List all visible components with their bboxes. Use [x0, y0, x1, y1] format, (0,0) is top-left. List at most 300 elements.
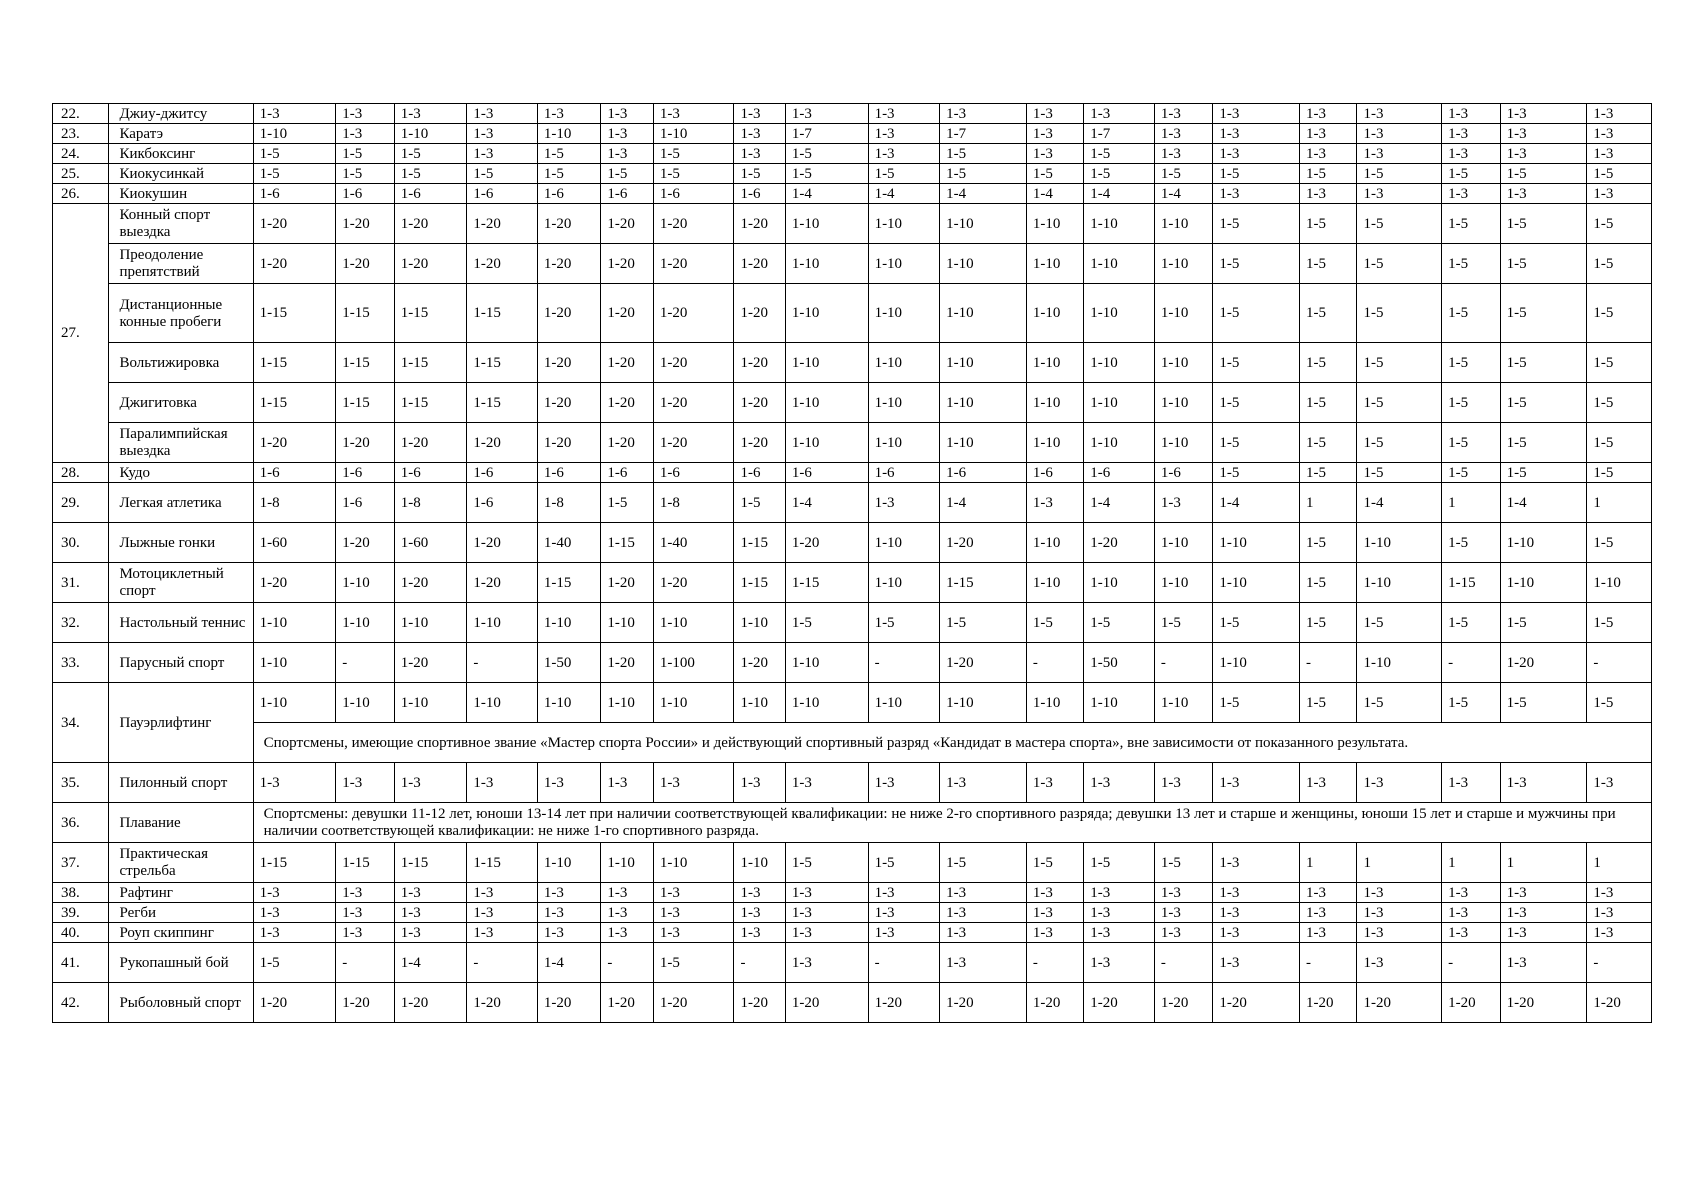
value-cell: 1-20: [734, 204, 785, 244]
value-cell: 1-6: [653, 463, 734, 483]
table-row: [53, 423, 1652, 463]
value-cell: 1-5: [1357, 244, 1442, 284]
value-cell: 1-5: [1300, 423, 1357, 463]
value-cell: 1-5: [1300, 463, 1357, 483]
value-cell: 1-10: [1500, 563, 1587, 603]
row-number: 28.: [53, 463, 109, 483]
value-cell: 1-4: [1026, 184, 1083, 204]
value-cell: 1-3: [336, 923, 394, 943]
value-cell: 1-5: [1357, 204, 1442, 244]
table-row: [53, 803, 1652, 843]
value-cell: 1-20: [734, 643, 785, 683]
value-cell: 1-3: [253, 883, 336, 903]
value-cell: 1-10: [1026, 204, 1083, 244]
value-cell: 1-3: [467, 104, 538, 124]
value-cell: 1-5: [1442, 683, 1500, 723]
value-cell: 1-10: [1026, 423, 1083, 463]
table-row: [53, 983, 1652, 1023]
row-number: 23.: [53, 124, 109, 144]
value-cell: 1-3: [1026, 883, 1083, 903]
value-cell: 1-3: [537, 903, 601, 923]
value-cell: 1-5: [1442, 244, 1500, 284]
value-cell: 1-10: [1084, 383, 1155, 423]
value-cell: 1-5: [1154, 164, 1212, 184]
value-cell: 1-10: [653, 124, 734, 144]
value-cell: 1-3: [653, 763, 734, 803]
value-cell: 1-3: [1213, 184, 1300, 204]
sport-name: Легкая атлетика: [109, 483, 253, 523]
value-cell: 1-4: [940, 483, 1027, 523]
value-cell: 1-5: [1300, 284, 1357, 343]
value-cell: 1-3: [868, 144, 940, 164]
value-cell: 1-6: [253, 184, 336, 204]
value-cell: 1-3: [940, 104, 1027, 124]
value-cell: 1-4: [1154, 184, 1212, 204]
value-cell: 1-10: [1154, 204, 1212, 244]
sports-qualification-table: [52, 103, 1652, 1023]
value-cell: 1-3: [253, 104, 336, 124]
value-cell: 1-6: [394, 184, 467, 204]
value-cell: -: [1154, 643, 1212, 683]
value-cell: 1-5: [1300, 523, 1357, 563]
value-cell: 1-4: [785, 184, 868, 204]
value-cell: 1-20: [537, 983, 601, 1023]
value-cell: 1-3: [868, 124, 940, 144]
value-cell: 1-5: [1500, 423, 1587, 463]
value-cell: 1-5: [1442, 463, 1500, 483]
value-cell: 1-3: [1026, 903, 1083, 923]
value-cell: 1-20: [1154, 983, 1212, 1023]
value-cell: 1-3: [734, 923, 785, 943]
value-cell: 1-5: [1213, 244, 1300, 284]
value-cell: 1-10: [1026, 343, 1083, 383]
sport-name: Практическая стрельба: [109, 843, 253, 883]
value-cell: 1-5: [1213, 423, 1300, 463]
value-cell: 1-3: [253, 763, 336, 803]
value-cell: 1-3: [467, 883, 538, 903]
value-cell: 1-10: [868, 383, 940, 423]
value-cell: 1-10: [1084, 683, 1155, 723]
value-cell: 1-5: [868, 843, 940, 883]
value-cell: 1-15: [940, 563, 1027, 603]
value-cell: 1-15: [734, 523, 785, 563]
value-cell: 1-3: [601, 883, 653, 903]
value-cell: 1-5: [537, 164, 601, 184]
value-cell: 1-20: [467, 563, 538, 603]
value-cell: 1-5: [394, 164, 467, 184]
value-cell: 1-15: [1442, 563, 1500, 603]
value-cell: 1-3: [1442, 923, 1500, 943]
value-cell: 1: [1442, 483, 1500, 523]
value-cell: 1-10: [1026, 683, 1083, 723]
value-cell: 1-3: [1026, 763, 1083, 803]
sport-name: Вольтижировка: [109, 343, 253, 383]
sport-name: Плавание: [109, 803, 253, 843]
value-cell: 1-5: [1587, 683, 1652, 723]
value-cell: -: [1442, 643, 1500, 683]
value-cell: 1-5: [1587, 284, 1652, 343]
value-cell: -: [734, 943, 785, 983]
table-row: [53, 643, 1652, 683]
value-cell: 1-3: [1357, 763, 1442, 803]
value-cell: 1-3: [467, 763, 538, 803]
value-cell: 1-3: [601, 124, 653, 144]
value-cell: 1-20: [1587, 983, 1652, 1023]
table-row: [53, 184, 1652, 204]
value-cell: 1-20: [601, 643, 653, 683]
value-cell: 1-4: [537, 943, 601, 983]
value-cell: 1-3: [653, 923, 734, 943]
value-cell: 1-5: [1587, 244, 1652, 284]
value-cell: 1-3: [336, 763, 394, 803]
value-cell: 1-3: [1500, 144, 1587, 164]
value-cell: 1-20: [653, 563, 734, 603]
value-cell: 1-6: [336, 483, 394, 523]
value-cell: 1-20: [734, 423, 785, 463]
value-cell: 1-3: [1084, 923, 1155, 943]
value-cell: 1-15: [785, 563, 868, 603]
value-cell: 1-3: [734, 104, 785, 124]
value-cell: 1-5: [653, 164, 734, 184]
value-cell: 1-5: [1442, 343, 1500, 383]
value-cell: 1-6: [601, 463, 653, 483]
value-cell: 1-3: [1084, 763, 1155, 803]
value-cell: 1-10: [785, 204, 868, 244]
value-cell: 1-10: [336, 563, 394, 603]
value-cell: 1-5: [1213, 383, 1300, 423]
value-cell: 1-5: [1587, 463, 1652, 483]
table-row: [53, 483, 1652, 523]
value-cell: 1-3: [1587, 923, 1652, 943]
value-cell: 1-20: [653, 423, 734, 463]
value-cell: 1-5: [336, 144, 394, 164]
row-number: 25.: [53, 164, 109, 184]
value-cell: 1-3: [601, 903, 653, 923]
value-cell: 1-15: [467, 843, 538, 883]
value-cell: -: [336, 643, 394, 683]
value-cell: 1-10: [1213, 523, 1300, 563]
value-cell: 1-3: [394, 763, 467, 803]
value-cell: 1-10: [1213, 643, 1300, 683]
value-cell: 1: [1587, 843, 1652, 883]
qualification-note: Спортсмены, имеющие спортивное звание «Мастер спорта России» и действующий спортивный разряд «Кандидат в мастера спорта», вне зависимости от показанного результата.: [253, 723, 1651, 763]
value-cell: 1-5: [1213, 284, 1300, 343]
value-cell: 1-5: [1300, 683, 1357, 723]
value-cell: 1-3: [734, 124, 785, 144]
value-cell: 1-3: [253, 903, 336, 923]
value-cell: 1-10: [394, 124, 467, 144]
table-row: [53, 723, 1652, 763]
value-cell: 1-5: [1213, 343, 1300, 383]
value-cell: 1-5: [1442, 603, 1500, 643]
value-cell: 1-5: [940, 164, 1027, 184]
value-cell: 1-10: [868, 244, 940, 284]
value-cell: 1-5: [1084, 144, 1155, 164]
value-cell: 1-20: [653, 284, 734, 343]
value-cell: 1-5: [1357, 343, 1442, 383]
value-cell: -: [868, 643, 940, 683]
value-cell: 1-5: [1587, 603, 1652, 643]
value-cell: 1-10: [253, 124, 336, 144]
value-cell: 1-20: [868, 983, 940, 1023]
value-cell: 1-10: [1026, 383, 1083, 423]
value-cell: 1-3: [253, 923, 336, 943]
value-cell: 1-5: [1026, 603, 1083, 643]
value-cell: 1: [1357, 843, 1442, 883]
value-cell: 1-10: [394, 683, 467, 723]
value-cell: 1-20: [1500, 643, 1587, 683]
value-cell: 1-3: [1084, 903, 1155, 923]
value-cell: 1-15: [336, 343, 394, 383]
value-cell: 1-3: [1213, 943, 1300, 983]
value-cell: 1-3: [1300, 184, 1357, 204]
value-cell: 1-10: [868, 343, 940, 383]
sport-name: Джиу-джитсу: [109, 104, 253, 124]
value-cell: 1-3: [336, 883, 394, 903]
value-cell: 1-3: [785, 104, 868, 124]
value-cell: 1-5: [785, 603, 868, 643]
value-cell: 1-20: [601, 204, 653, 244]
value-cell: 1-6: [868, 463, 940, 483]
value-cell: 1-20: [734, 343, 785, 383]
value-cell: 1-10: [1154, 683, 1212, 723]
value-cell: 1-20: [1084, 983, 1155, 1023]
value-cell: 1-5: [1357, 683, 1442, 723]
row-number: 30.: [53, 523, 109, 563]
value-cell: 1-3: [1442, 124, 1500, 144]
table-row: [53, 923, 1652, 943]
value-cell: 1-6: [336, 463, 394, 483]
value-cell: 1-15: [467, 284, 538, 343]
sport-name: Пилонный спорт: [109, 763, 253, 803]
value-cell: 1-20: [537, 423, 601, 463]
value-cell: 1-10: [537, 603, 601, 643]
row-number: 31.: [53, 563, 109, 603]
value-cell: 1-7: [1084, 124, 1155, 144]
value-cell: 1-3: [1154, 124, 1212, 144]
value-cell: 1-5: [1587, 523, 1652, 563]
value-cell: 1-3: [785, 883, 868, 903]
value-cell: 1-4: [785, 483, 868, 523]
sport-name: Киокушин: [109, 184, 253, 204]
value-cell: 1-60: [394, 523, 467, 563]
value-cell: 1-10: [253, 683, 336, 723]
value-cell: 1-5: [601, 483, 653, 523]
value-cell: 1-10: [1587, 563, 1652, 603]
value-cell: 1-6: [601, 184, 653, 204]
value-cell: 1-6: [734, 463, 785, 483]
value-cell: 1-3: [940, 883, 1027, 903]
value-cell: 1-20: [734, 983, 785, 1023]
value-cell: 1-3: [1500, 923, 1587, 943]
value-cell: 1-10: [1026, 244, 1083, 284]
value-cell: 1-10: [785, 643, 868, 683]
value-cell: 1-10: [537, 124, 601, 144]
value-cell: 1-10: [868, 284, 940, 343]
value-cell: -: [1587, 943, 1652, 983]
value-cell: 1-4: [1357, 483, 1442, 523]
sport-name: Рыболовный спорт: [109, 983, 253, 1023]
value-cell: 1-5: [1300, 603, 1357, 643]
value-cell: 1-3: [868, 883, 940, 903]
row-number: 33.: [53, 643, 109, 683]
value-cell: 1-6: [940, 463, 1027, 483]
value-cell: 1-4: [868, 184, 940, 204]
value-cell: 1-3: [601, 144, 653, 164]
sport-name: Настольный теннис: [109, 603, 253, 643]
value-cell: 1-3: [1587, 883, 1652, 903]
value-cell: 1-10: [868, 563, 940, 603]
value-cell: 1-3: [1213, 883, 1300, 903]
value-cell: 1-10: [868, 423, 940, 463]
value-cell: 1-20: [653, 204, 734, 244]
value-cell: 1: [1500, 843, 1587, 883]
value-cell: 1-3: [940, 923, 1027, 943]
sport-name: Джигитовка: [109, 383, 253, 423]
value-cell: 1-20: [601, 423, 653, 463]
value-cell: 1-3: [1213, 843, 1300, 883]
value-cell: 1-3: [1300, 144, 1357, 164]
value-cell: 1-3: [1154, 903, 1212, 923]
value-cell: 1-10: [940, 204, 1027, 244]
value-cell: 1-3: [336, 903, 394, 923]
value-cell: 1-10: [1026, 563, 1083, 603]
value-cell: 1-10: [785, 683, 868, 723]
table-row: [53, 843, 1652, 883]
row-number: 40.: [53, 923, 109, 943]
value-cell: 1-10: [868, 683, 940, 723]
value-cell: 1-10: [537, 683, 601, 723]
value-cell: 1-5: [1213, 683, 1300, 723]
sport-name: Мотоциклетный спорт: [109, 563, 253, 603]
value-cell: 1-15: [394, 843, 467, 883]
value-cell: 1-5: [1084, 603, 1155, 643]
value-cell: 1-4: [940, 184, 1027, 204]
value-cell: 1-20: [1084, 523, 1155, 563]
table-row: [53, 383, 1652, 423]
value-cell: -: [1026, 943, 1083, 983]
value-cell: 1-5: [1154, 603, 1212, 643]
table-row: [53, 903, 1652, 923]
value-cell: 1-3: [734, 763, 785, 803]
value-cell: 1-20: [601, 244, 653, 284]
value-cell: 1-5: [1357, 423, 1442, 463]
value-cell: 1-3: [734, 903, 785, 923]
value-cell: 1-20: [940, 983, 1027, 1023]
value-cell: 1-6: [467, 483, 538, 523]
value-cell: 1-5: [1500, 164, 1587, 184]
sport-name: Кикбоксинг: [109, 144, 253, 164]
value-cell: 1-10: [253, 603, 336, 643]
value-cell: 1-5: [1442, 284, 1500, 343]
value-cell: 1-20: [653, 983, 734, 1023]
value-cell: 1-20: [601, 983, 653, 1023]
sport-name: Киокусинкай: [109, 164, 253, 184]
value-cell: 1-15: [253, 383, 336, 423]
value-cell: 1-3: [1154, 763, 1212, 803]
table-row: [53, 603, 1652, 643]
value-cell: 1-10: [1084, 284, 1155, 343]
table-row: [53, 563, 1652, 603]
value-cell: 1-10: [1357, 643, 1442, 683]
value-cell: 1-10: [940, 343, 1027, 383]
value-cell: 1-20: [601, 343, 653, 383]
value-cell: 1-20: [537, 204, 601, 244]
value-cell: 1-3: [336, 104, 394, 124]
value-cell: 1-10: [785, 423, 868, 463]
value-cell: 1-5: [868, 603, 940, 643]
value-cell: 1-5: [537, 144, 601, 164]
value-cell: -: [1300, 943, 1357, 983]
value-cell: 1-20: [1357, 983, 1442, 1023]
value-cell: 1-8: [653, 483, 734, 523]
value-cell: 1-3: [1442, 883, 1500, 903]
value-cell: 1-3: [1154, 483, 1212, 523]
value-cell: 1-3: [734, 144, 785, 164]
value-cell: 1-8: [537, 483, 601, 523]
value-cell: 1-10: [940, 683, 1027, 723]
value-cell: -: [467, 943, 538, 983]
value-cell: 1-10: [868, 204, 940, 244]
value-cell: 1-3: [1300, 923, 1357, 943]
table-row: [53, 763, 1652, 803]
value-cell: 1-20: [785, 523, 868, 563]
value-cell: 1-3: [1587, 763, 1652, 803]
sport-name: Лыжные гонки: [109, 523, 253, 563]
value-cell: 1-3: [1357, 184, 1442, 204]
value-cell: 1-20: [734, 383, 785, 423]
value-cell: 1-20: [1026, 983, 1083, 1023]
value-cell: 1-20: [537, 383, 601, 423]
value-cell: 1-3: [1587, 184, 1652, 204]
value-cell: -: [1300, 643, 1357, 683]
value-cell: 1-10: [601, 683, 653, 723]
value-cell: 1-5: [1300, 164, 1357, 184]
value-cell: 1-20: [394, 983, 467, 1023]
value-cell: 1-5: [734, 164, 785, 184]
value-cell: 1-5: [1213, 463, 1300, 483]
value-cell: 1-20: [653, 383, 734, 423]
value-cell: 1-5: [1587, 343, 1652, 383]
value-cell: -: [467, 643, 538, 683]
value-cell: 1-3: [394, 903, 467, 923]
value-cell: 1-20: [253, 983, 336, 1023]
value-cell: 1-4: [394, 943, 467, 983]
row-number: 38.: [53, 883, 109, 903]
value-cell: 1-5: [1213, 603, 1300, 643]
value-cell: 1-20: [601, 284, 653, 343]
value-cell: 1-10: [1026, 523, 1083, 563]
value-cell: 1-3: [601, 763, 653, 803]
value-cell: 1-5: [1442, 523, 1500, 563]
value-cell: 1-15: [253, 843, 336, 883]
value-cell: 1-5: [1587, 383, 1652, 423]
value-cell: 1-10: [336, 683, 394, 723]
value-cell: 1-15: [336, 843, 394, 883]
value-cell: 1-5: [1500, 343, 1587, 383]
value-cell: 1-3: [785, 763, 868, 803]
value-cell: 1-3: [1357, 104, 1442, 124]
value-cell: 1-10: [785, 244, 868, 284]
value-cell: 1-3: [940, 763, 1027, 803]
value-cell: 1-20: [467, 204, 538, 244]
value-cell: 1-3: [1154, 883, 1212, 903]
value-cell: 1-10: [601, 843, 653, 883]
value-cell: 1-5: [1300, 204, 1357, 244]
value-cell: 1-5: [1500, 284, 1587, 343]
value-cell: 1-3: [1587, 903, 1652, 923]
value-cell: 1-10: [1084, 423, 1155, 463]
